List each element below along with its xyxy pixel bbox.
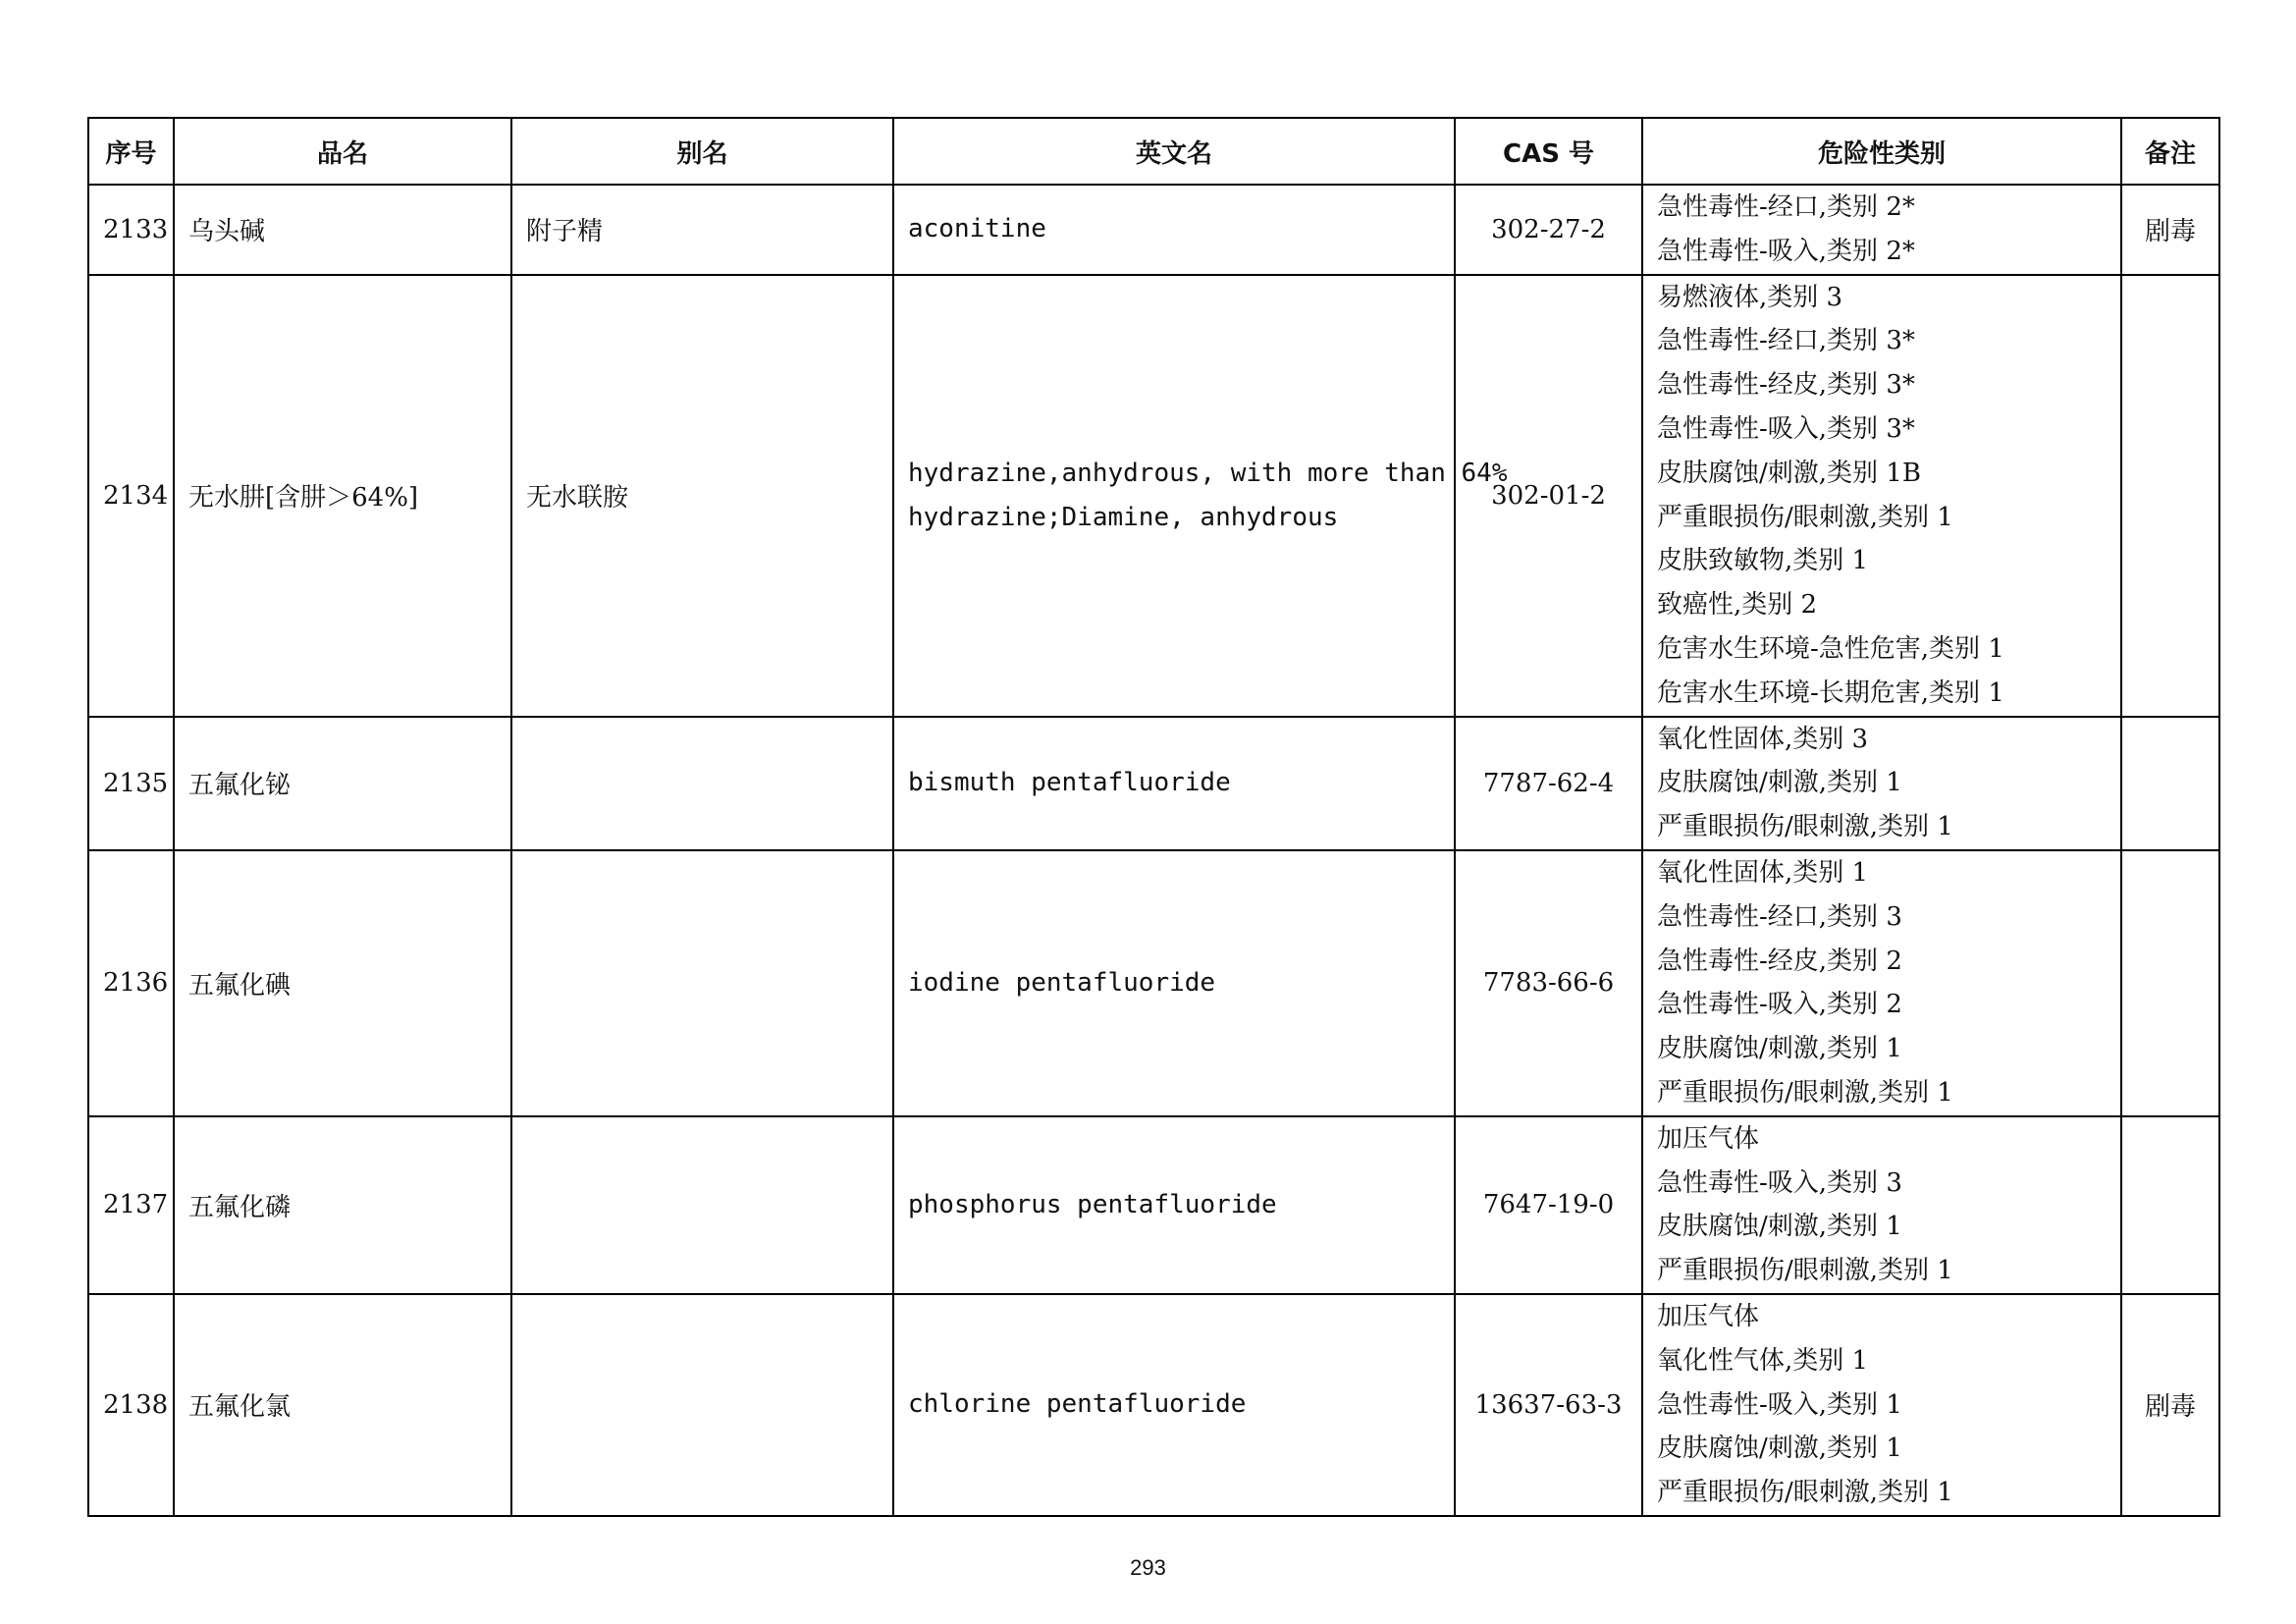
cell-cas: 302-27-2	[1455, 185, 1642, 275]
cell-alias	[511, 1294, 893, 1516]
cell-no: 2137	[88, 1116, 174, 1294]
header-cas: CAS 号	[1455, 118, 1642, 185]
hazard-class-line: 致癌性,类别 2	[1657, 590, 1818, 621]
hazard-class-line: 氧化性固体,类别 1	[1657, 857, 1869, 888]
hazard-class-line: 皮肤腐蚀/刺激,类别 1	[1657, 1212, 1902, 1242]
english-name-line: iodine pentafluoride	[908, 967, 1216, 998]
table-row	[88, 717, 2219, 850]
hazard-class-line: 急性毒性-经口,类别 2*	[1657, 192, 1915, 222]
cell-cas: 302-01-2	[1455, 275, 1642, 717]
hazardous-chemicals-table	[87, 117, 2220, 1517]
cell-cas: 7787-62-4	[1455, 717, 1642, 850]
cell-english	[893, 185, 1455, 275]
cell-note	[2121, 1116, 2219, 1294]
cell-english	[893, 275, 1508, 717]
hazard-class-line: 皮肤腐蚀/刺激,类别 1B	[1657, 458, 1921, 488]
english-name-line: hydrazine,anhydrous, with more than 64%	[908, 458, 1508, 488]
english-name-line: hydrazine;Diamine, anhydrous	[908, 502, 1339, 532]
table-row	[88, 1294, 2219, 1516]
hazard-class-line: 急性毒性-吸入,类别 3	[1657, 1167, 1902, 1198]
hazard-class-line: 皮肤腐蚀/刺激,类别 1	[1657, 1034, 1902, 1064]
english-name-line: phosphorus pentafluoride	[908, 1189, 1277, 1219]
hazard-class-line: 急性毒性-经皮,类别 3*	[1657, 370, 1915, 401]
table-row	[88, 185, 2219, 275]
cell-hazard	[1642, 1294, 2121, 1516]
cell-no: 2135	[88, 717, 174, 850]
cell-hazard	[1642, 275, 2121, 717]
table-row	[88, 275, 2219, 717]
cell-english	[893, 717, 1455, 850]
table-row	[88, 1116, 2219, 1294]
hazard-class-line: 严重眼损伤/眼刺激,类别 1	[1657, 812, 1953, 842]
english-name-line: aconitine	[908, 214, 1046, 244]
cell-cas: 7647-19-0	[1455, 1116, 1642, 1294]
hazard-class-line: 急性毒性-经皮,类别 2	[1657, 946, 1902, 976]
cell-hazard	[1642, 185, 2121, 275]
cell-alias	[511, 717, 893, 850]
page-number: 293	[1130, 1555, 1166, 1580]
cell-name: 五氟化氯	[174, 1294, 511, 1516]
cell-name: 五氟化铋	[174, 717, 511, 850]
hazard-class-line: 危害水生环境-急性危害,类别 1	[1657, 633, 2004, 664]
hazard-class-line: 严重眼损伤/眼刺激,类别 1	[1657, 502, 1953, 532]
cell-name: 五氟化磷	[174, 1116, 511, 1294]
header-name: 品名	[174, 118, 511, 185]
cell-note	[2121, 275, 2219, 717]
cell-english	[893, 1294, 1455, 1516]
hazard-class-line: 严重眼损伤/眼刺激,类别 1	[1657, 1256, 1953, 1286]
table-header-row	[88, 118, 2219, 185]
cell-name: 五氟化碘	[174, 850, 511, 1116]
cell-alias: 无水联胺	[511, 275, 893, 717]
cell-name: 无水肼[含肼＞64%]	[174, 275, 511, 717]
english-name-line: bismuth pentafluoride	[908, 768, 1231, 798]
table-row	[88, 850, 2219, 1116]
hazard-class-line: 氧化性气体,类别 1	[1657, 1345, 1869, 1376]
cell-note: 剧毒	[2121, 185, 2219, 275]
table-body	[88, 185, 2219, 1516]
cell-note	[2121, 850, 2219, 1116]
cell-alias: 附子精	[511, 185, 893, 275]
cell-no: 2133	[88, 185, 174, 275]
hazard-class-line: 皮肤腐蚀/刺激,类别 1	[1657, 768, 1902, 798]
hazard-class-line: 严重眼损伤/眼刺激,类别 1	[1657, 1478, 1953, 1508]
hazard-class-line: 皮肤腐蚀/刺激,类别 1	[1657, 1434, 1902, 1464]
hazard-class-line: 急性毒性-吸入,类别 2*	[1657, 236, 1915, 266]
hazard-class-line: 严重眼损伤/眼刺激,类别 1	[1657, 1077, 1953, 1108]
cell-english	[893, 1116, 1455, 1294]
cell-hazard	[1642, 1116, 2121, 1294]
cell-no: 2134	[88, 275, 174, 717]
hazard-class-line: 氧化性固体,类别 3	[1657, 724, 1869, 754]
cell-note	[2121, 717, 2219, 850]
hazard-class-line: 危害水生环境-长期危害,类别 1	[1657, 677, 2004, 708]
header-no: 序号	[88, 118, 174, 185]
cell-cas: 13637-63-3	[1455, 1294, 1642, 1516]
hazard-class-line: 皮肤致敏物,类别 1	[1657, 546, 1869, 576]
cell-hazard	[1642, 717, 2121, 850]
hazard-class-line: 易燃液体,类别 3	[1657, 282, 1843, 312]
cell-no: 2136	[88, 850, 174, 1116]
cell-no: 2138	[88, 1294, 174, 1516]
header-alias: 别名	[511, 118, 893, 185]
header-english: 英文名	[893, 118, 1455, 185]
hazard-class-line: 急性毒性-吸入,类别 2	[1657, 990, 1902, 1020]
cell-note: 剧毒	[2121, 1294, 2219, 1516]
cell-english	[893, 850, 1455, 1116]
hazard-class-line: 急性毒性-吸入,类别 1	[1657, 1389, 1902, 1420]
hazard-class-line: 急性毒性-经口,类别 3*	[1657, 326, 1915, 356]
hazard-class-line: 加压气体	[1657, 1301, 1760, 1331]
cell-alias	[511, 1116, 893, 1294]
hazard-class-line: 加压气体	[1657, 1123, 1760, 1154]
hazard-class-line: 急性毒性-吸入,类别 3*	[1657, 413, 1915, 444]
cell-name: 乌头碱	[174, 185, 511, 275]
cell-alias	[511, 850, 893, 1116]
english-name-line: chlorine pentafluoride	[908, 1389, 1247, 1420]
header-note: 备注	[2121, 118, 2219, 185]
cell-cas: 7783-66-6	[1455, 850, 1642, 1116]
header-hazard: 危险性类别	[1642, 118, 2121, 185]
hazard-class-line: 急性毒性-经口,类别 3	[1657, 901, 1902, 932]
cell-hazard	[1642, 850, 2121, 1116]
